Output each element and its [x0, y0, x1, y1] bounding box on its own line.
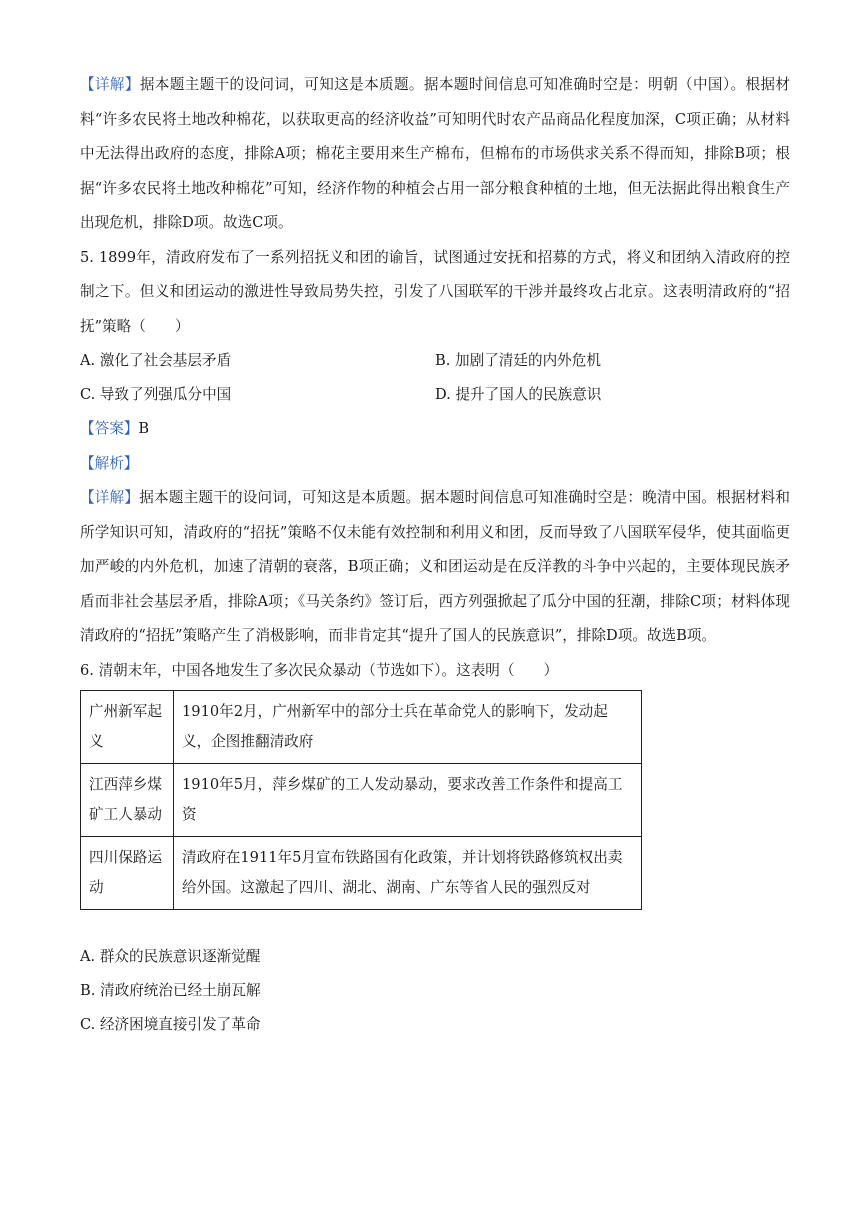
q6-events-table	[80, 690, 642, 910]
q5-detail-text: 据本题主题干的设问词，可知这是本质题。据本题时间信息可知准确时空是：晚清中国。根据材料和所学知识可知，清政府的“招抚”策略不仅未能有效控制和利用义和团，反而导致了八国联军侵华，使其面临更加严峻的内外危机，加速了清朝的衰落，B项正确；义和团运动是在反洋教的斗争中兴起的，主要体现民族矛盾而非社会基层矛盾，排除A项；《马关条约》签订后，西方列强掀起了瓜分中国的狂潮，排除C项；材料体现清政府的“招抚”策略产生了消极影响，而非肯定其“提升了国人的民族意识”，排除D项。故选B项。	[80, 489, 790, 644]
event-desc-cell: 1910年5月，萍乡煤矿的工人发动暴动，要求改善工作条件和提高工资	[174, 764, 642, 837]
table-row	[81, 764, 642, 837]
q5-option-a: A. 激化了社会基层矛盾	[80, 352, 232, 369]
document-page	[80, 68, 790, 1042]
q6-option-c: C. 经济困境直接引发了革命	[80, 1016, 261, 1033]
q4-detail-text: 据本题主题干的设问词，可知这是本质题。据本题时间信息可知准确时空是：明朝（中国）。根据材料“许多农民将土地改种棉花，以获取更高的经济收益”可知明代时农产品商品化程度加深，C项正确；从材料中无法得出政府的态度，排除A项；棉花主要用来生产棉布，但棉布的市场供求关系不得而知，排除B项；根据“许多农民将土地改种棉花”可知，经济作物的种植会占用一部分粮食种植的土地，但无法据此得出粮食生产出现危机，排除D项。故选C项。	[80, 76, 790, 231]
table-row	[81, 837, 642, 910]
q5-detail	[80, 481, 790, 654]
event-desc-cell: 1910年2月，广州新军中的部分士兵在革命党人的影响下，发动起义，企图推翻清政府	[174, 691, 642, 764]
event-name-cell: 广州新军起义	[81, 691, 174, 764]
q6-option-a: A. 群众的民族意识逐渐觉醒	[80, 948, 261, 965]
q5-answer-value: B	[138, 420, 150, 437]
q4-detail	[80, 68, 790, 241]
q5-answer	[80, 412, 790, 447]
q5-option-b: B. 加剧了清廷的内外危机	[435, 352, 601, 369]
q5-options	[80, 344, 790, 412]
q5-stem: 5. 1899年，清政府发布了一系列招抚义和团的谕旨，试图通过安抚和招募的方式，将义和团纳入清政府的控制之下。但义和团运动的激进性导致局势失控，引发了八国联军的干涉并最终攻占北京。这表明清政府的“招抚”策略（ ）	[80, 248, 790, 335]
q6-options	[80, 940, 790, 1042]
q5-analysis-tag: 【解析】	[80, 454, 139, 472]
q5-analysis-heading	[80, 447, 790, 482]
event-desc-cell: 清政府在1911年5月宣布铁路国有化政策，并计划将铁路修筑权出卖给外国。这激起了四川、湖北、湖南、广东等省人民的强烈反对	[174, 837, 642, 910]
q6-option-b: B. 清政府统治已经土崩瓦解	[80, 982, 261, 999]
q5-option-d: D. 提升了国人的民族意识	[435, 386, 602, 403]
q5-detail-tag: 【详解】	[80, 489, 140, 506]
q5-option-c: C. 导致了列强瓜分中国	[80, 386, 232, 403]
spacer	[80, 910, 790, 940]
q5-answer-tag: 【答案】	[80, 420, 139, 437]
event-name-cell: 江西萍乡煤矿工人暴动	[81, 764, 174, 837]
table-row	[81, 691, 642, 764]
event-name-cell: 四川保路运动	[81, 837, 174, 910]
q6-stem: 6. 清朝末年，中国各地发生了多次民众暴动（节选如下）。这表明（ ）	[80, 661, 559, 679]
q4-detail-tag: 【详解】	[80, 76, 140, 93]
